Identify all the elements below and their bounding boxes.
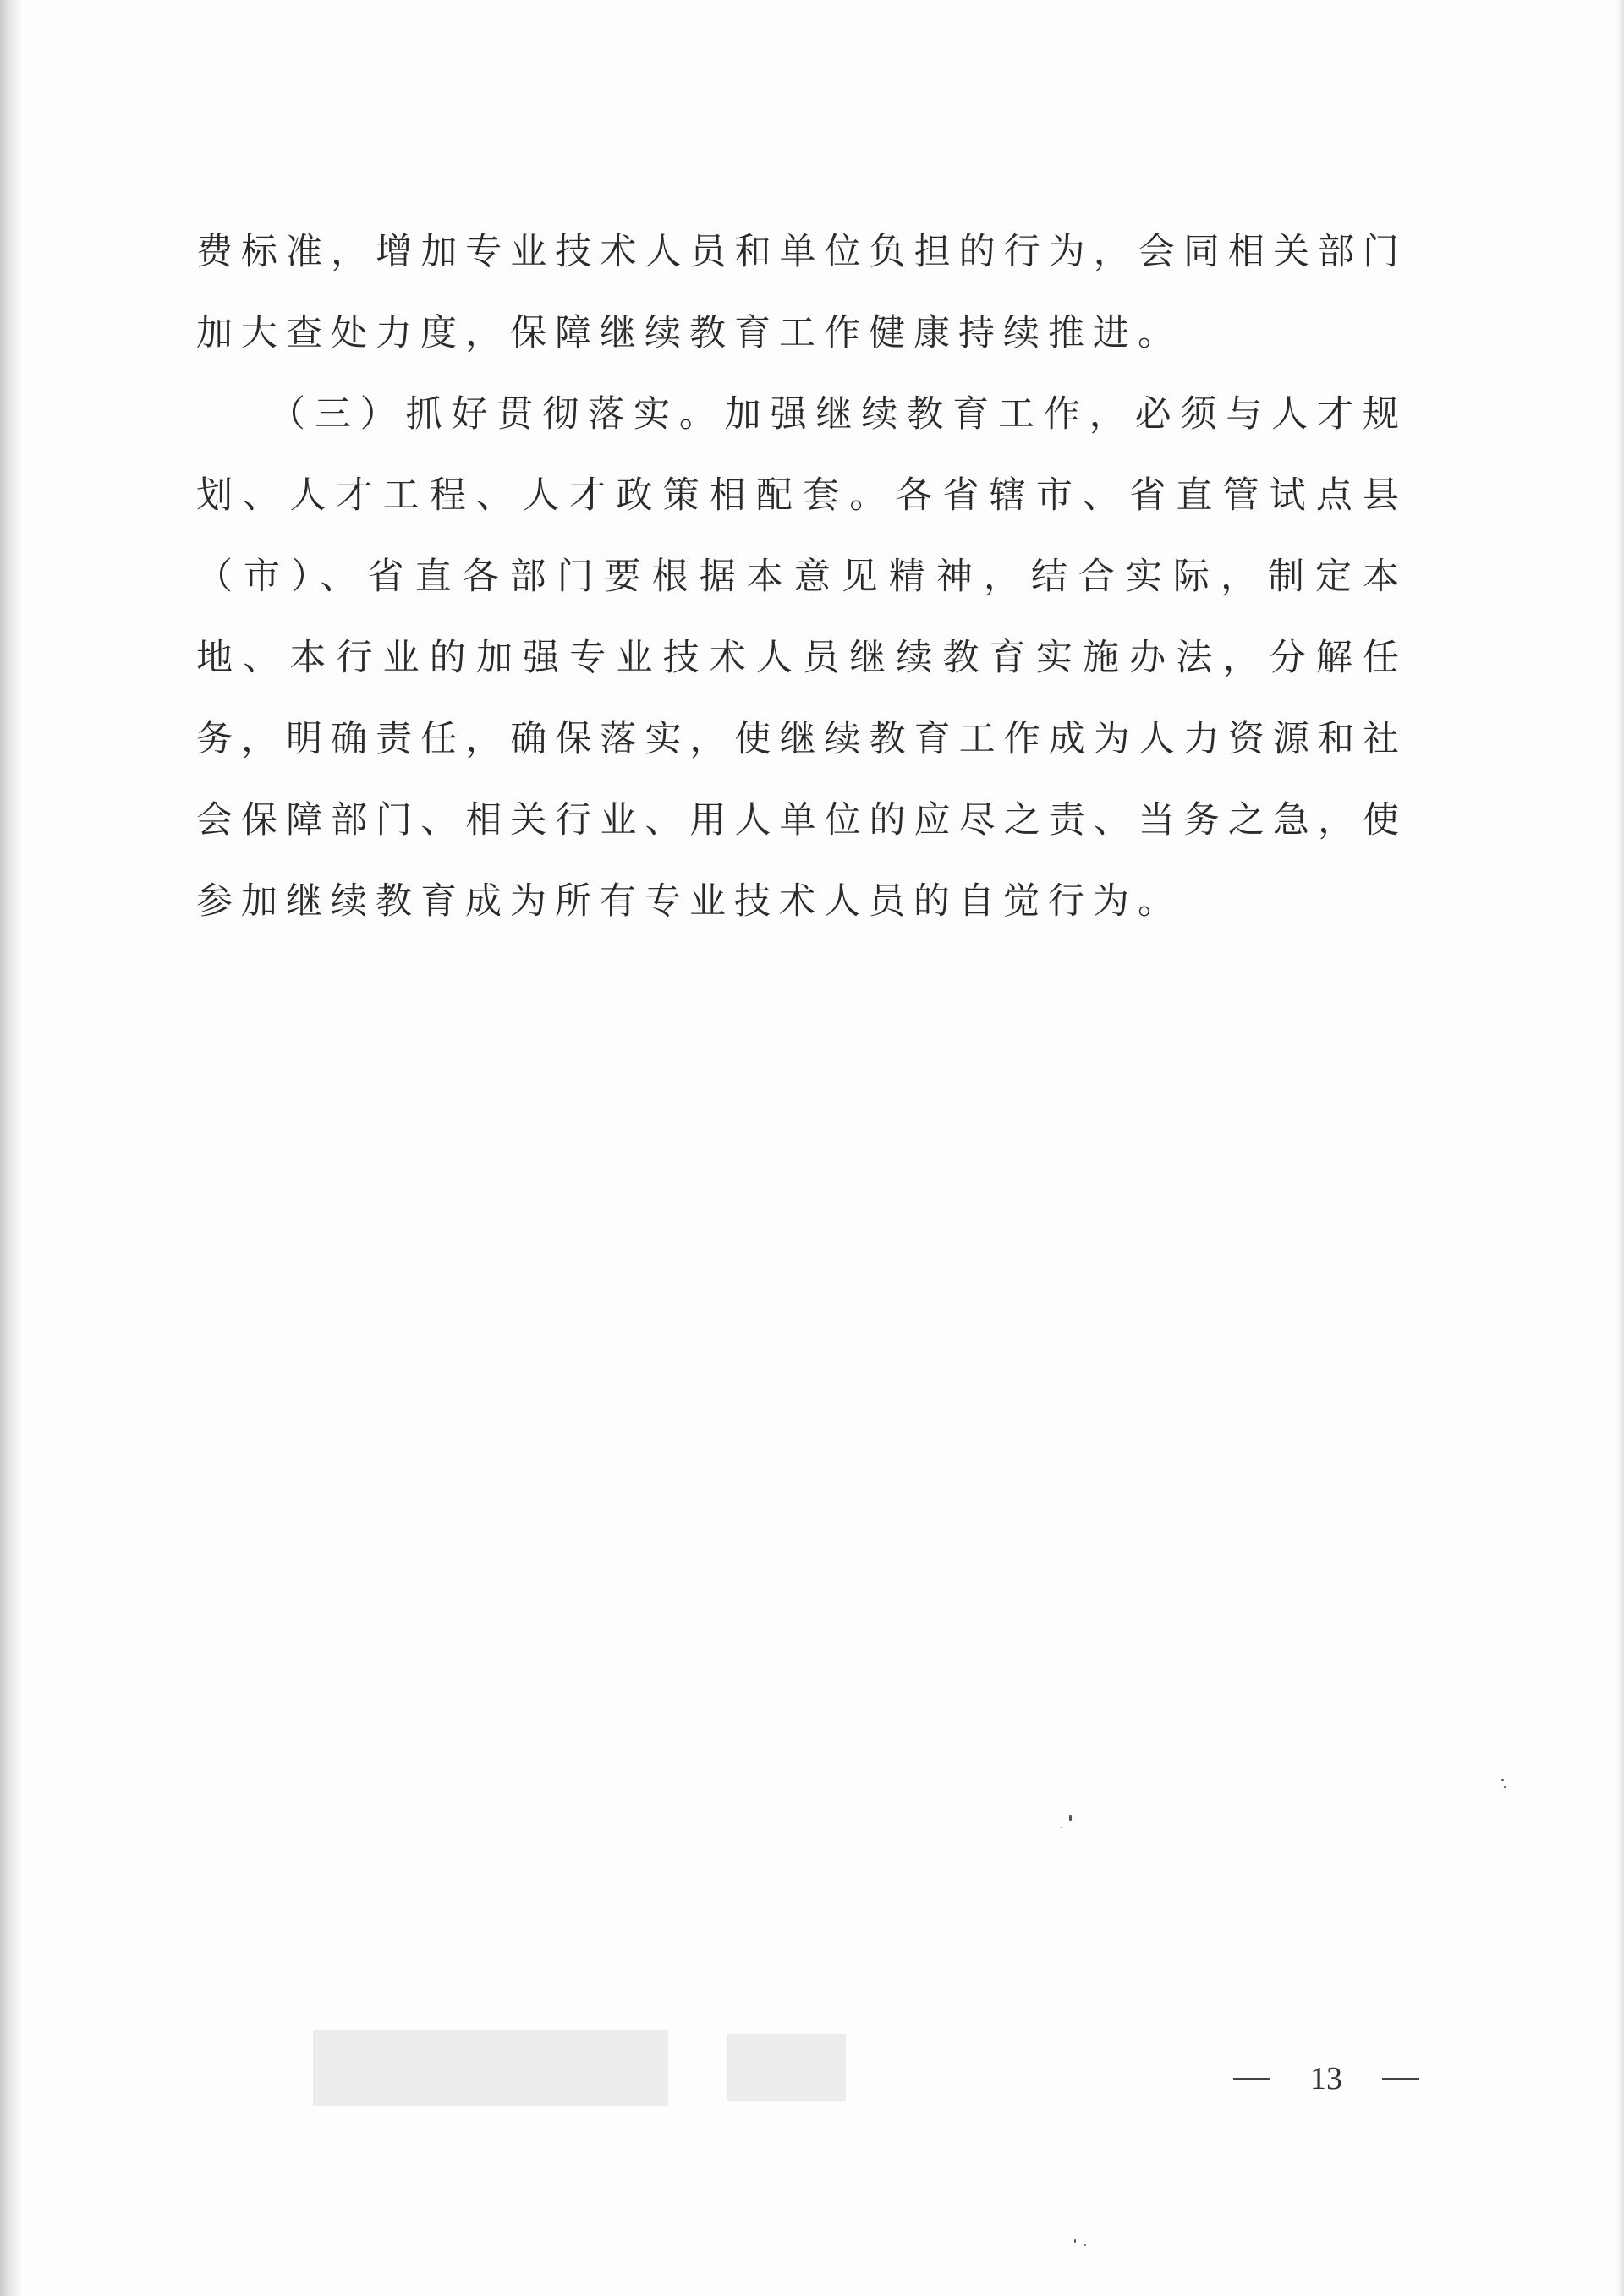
scan-speck: [1074, 2239, 1076, 2243]
document-body: [196, 211, 1407, 942]
page-number: 13: [1310, 2061, 1342, 2096]
bleed-through-mark: [727, 2034, 846, 2101]
dash-left: [1233, 2078, 1270, 2080]
scan-speck: [1061, 1827, 1062, 1828]
dash-right: [1382, 2078, 1419, 2080]
scan-speck: [1504, 1786, 1506, 1788]
scan-shadow-right: [1617, 0, 1624, 2296]
scan-speck: [1069, 1815, 1072, 1821]
scan-shadow-left: [0, 0, 22, 2296]
bleed-through-mark: [313, 2030, 668, 2106]
scan-speck: [1501, 1779, 1504, 1781]
scan-speck: [1084, 2244, 1086, 2246]
paragraph-continuation: 费标准，增加专业技术人员和单位负担的行为，会同相关部门加大查处力度，保障继续教育工作健康持续推进。: [196, 231, 1407, 354]
paragraph-implementation: （三）抓好贯彻落实。加强继续教育工作，必须与人才规划、人才工程、人才政策相配套。各省辖市、省直管试点县（市）、省直各部门要根据本意见精神，结合实际，制定本地、本行业的加强专业技术人员继续教育实施办法，分解任务，明确责任，确保落实，使继续教育工作成为人力资源和社会保障部门、相关行业、用人单位的应尽之责、当务之急，使参加继续教育成为所有专业技术人员的自觉行为。: [196, 393, 1407, 923]
page-number-footer: [1233, 2053, 1419, 2104]
